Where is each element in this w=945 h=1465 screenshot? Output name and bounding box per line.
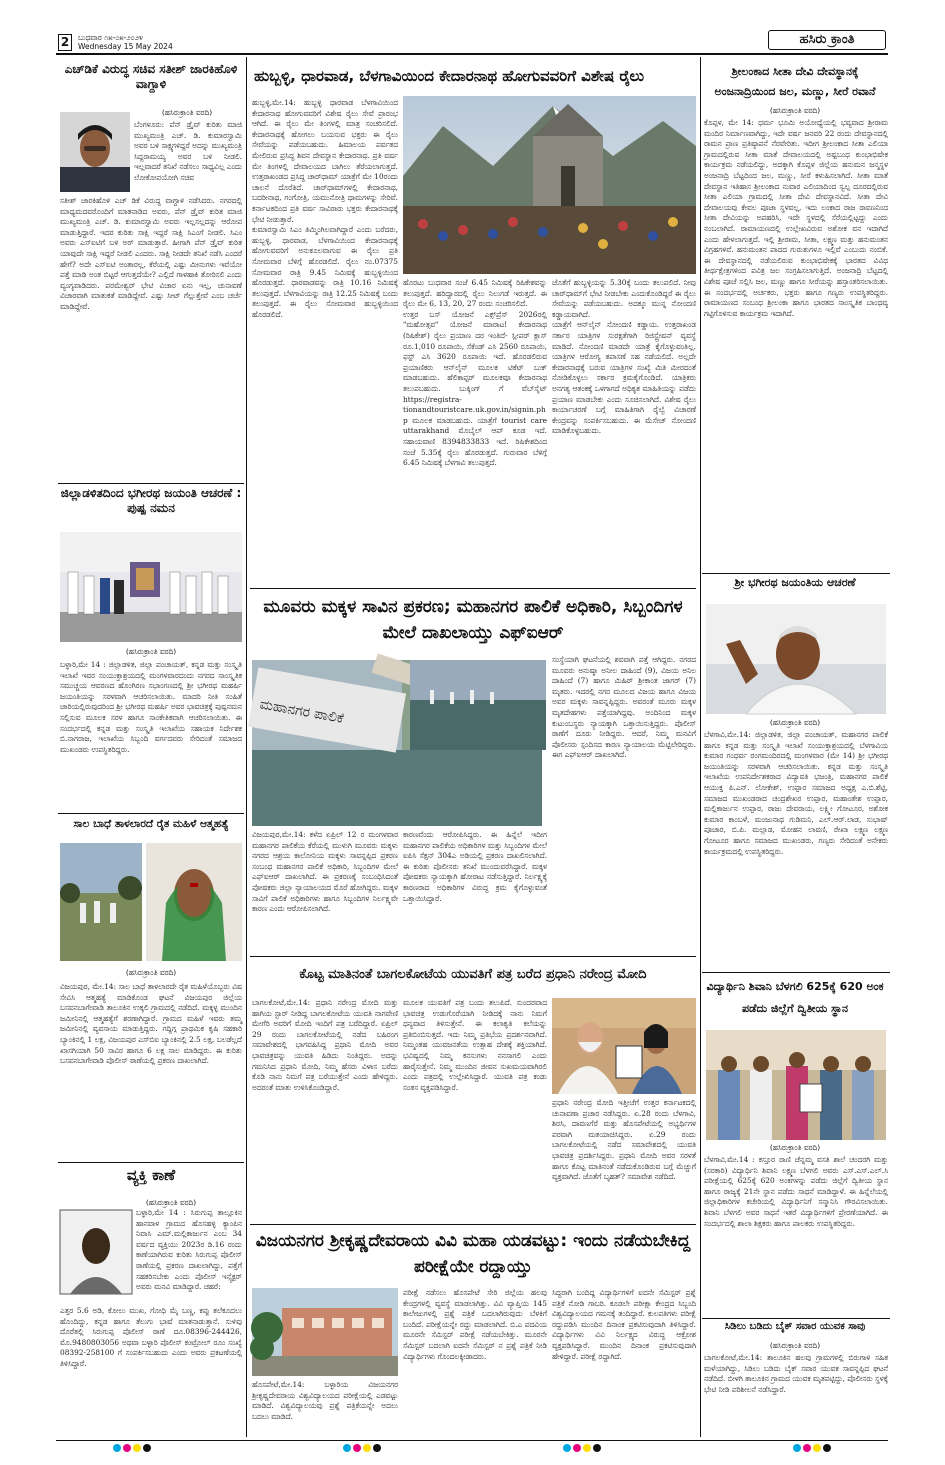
color-mark-dot <box>373 1444 381 1452</box>
woman-portrait-photo <box>146 843 242 961</box>
left-a4-body-2: ಎತ್ತರ 5.6 ಅಡಿ, ಕೋಲು ಮುಖ, ಗೋಧಿ ಮೈ ಬಣ್ಣ, ಕಪ್ಪು ತಲೆಕೂದಲು ಹೊಂದಿದ್ದು, ಕನ್ನಡ ಹಾಗೂ ತೆಲುಗು ಭಾಷೆ ಮಾತನಾಡುತ್ತಾನೆ. ಸುಳಿವು ದೊರೆತಲ್ಲಿ ಸಿರುಗುಪ್ಪ ಪೊಲೀಸ್ ಠಾಣೆ ದೂ.08396-244426, ಮೊ.9480803056 ಅಥವಾ ಬಳ್ಳಾರಿ ಪೊಲೀಸ್ ಕಂಟ್ರೋಲ್ ರೂಂ ಸಂಖ್ಯೆ 08392-258100 ಗೆ ಸಂಪರ್ಕಿಸಬಹುದು ಎಂದು ಅವರು ಪ್ರಕಟಣೆಯಲ್ಲಿ ತಿಳಿಸಿದ್ದಾರೆ. <box>60 1306 245 1368</box>
color-mark-dot <box>573 1444 581 1452</box>
left-divider-1 <box>58 483 244 484</box>
left-a2-headline: ಜಿಲ್ಲಾಡಳಿತದಿಂದ ಭಗೀರಥ ಜಯಂತಿ ಆಚರಣೆ : ಪುಷ್ಪ ನಮನ <box>60 486 242 515</box>
color-mark-dot <box>343 1444 351 1452</box>
color-mark-dot <box>123 1444 131 1452</box>
right-a2-dateline: (ಹಸಿರುಕ್ರಾಂತಿ ವರದಿ) <box>769 718 821 727</box>
color-mark-dot <box>113 1444 121 1452</box>
right-a4-headline: ಸಿಡಿಲು ಬಡಿದು ಬೈಕ್ ಸವಾರ ಯುವಕ ಸಾವು <box>724 1321 866 1332</box>
center-divider-2 <box>250 956 696 957</box>
center-a2-col-2: ಕಾರಣವೆಂದು ಆರೋಪಿಸಿದ್ದರು. ಈ ಹಿನ್ನೆಲೆ ಇದೀಗ ಮಹಾನಗರ ಪಾಲಿಕೆಯ ಅಧಿಕಾರಿಗಳ ಮತ್ತು ಸಿಬ್ಬಂದಿಗಳ ಮೇಲೆ ಐಪಿಸಿ ಸೆಕ್ಷನ್ 304ಎ ಅಡಿಯಲ್ಲಿ ಪ್ರಕರಣ ದಾಖಲಿಸಲಾಗಿದೆ. ಈ ಕುರಿತು ಪೊಲೀಸರು ತನಿಖೆ ಮುಂದುವರೆಸಿದ್ದಾರೆ. ಮಕ್ಕಳ ಪೋಷಕರು ನ್ಯಾಯಕ್ಕಾಗಿ ಹೋರಾಟ ನಡೆಸುತ್ತಿದ್ದಾರೆ. ನಿರ್ಲಕ್ಷ್ಯಕ್ಕೆ ಕಾರಣರಾದ ಅಧಿಕಾರಿಗಳ ವಿರುದ್ಧ ಕ್ರಮ ಕೈಗೊಳ್ಳುವಂತೆ ಒತ್ತಾಯಿಸಿದ್ದಾರೆ. <box>403 830 550 903</box>
center-a2-headline: ಮೂವರು ಮಕ್ಕಳ ಸಾವಿನ ಪ್ರಕರಣ; ಮಹಾನಗರ ಪಾಲಿಕೆ ಅಧಿಕಾರಿ, ಸಿಬ್ಬಂದಿಗಳ ಮೇಲೆ ದಾಖಲಾಯ್ತು ಎಫ್‌ಐಆರ್ <box>263 597 683 643</box>
center-divider-3 <box>250 1224 696 1225</box>
right-a2-headline: ಶ್ರೀ ಭಗೀರಥ ಜಯಂತಿಯ ಆಚರಣೆ <box>734 576 856 589</box>
left-a1-dateline: (ಹಸಿರುಕ್ರಾಂತಿ ವರದಿ) <box>161 108 213 117</box>
left-a4-headline: ವ್ಯಕ್ತಿ ಕಾಣೆ <box>126 1166 176 1184</box>
left-a1-body-2: ಸತೀಶ್ ಜಾರಕಿಹೊಳಿ ಎಚ್ ಡಿಕೆ ವಿರುದ್ಧ ವಾಗ್ದಾಳಿ ನಡೆಸಿದರು. ನಗರದಲ್ಲಿ ಮಾಧ್ಯಮದವರೊಂದಿಗೆ ಮಾತನಾಡಿದ ಅವರು, ಪೆನ್ ಡ್ರೈವ್ ಕುರಿತ ಮಾಜಿ ಮುಖ್ಯಮಂತ್ರಿ ಎಚ್. ಡಿ. ಕುಮಾರಸ್ವಾಮಿ ಅವರು ಇಲ್ಲಸಲ್ಲದನ್ನು ಆರೋಪ ಮಾಡುತ್ತಿದ್ದಾರೆ. ಇದರ ಕುರಿತು ಸಾಕ್ಷಿ ಇದ್ದರೆ ಸಾಕ್ಷಿ ಸಿಎಂಗೆ ನೀಡಲಿ. ಸಿಎಂ ಅವರು ಎಸ್ಐಟಿಗೆ ಬಳಿ ಅರ್ ಮಾಡುತ್ತಾರೆ. ಹೀಗಾಗಿ ಪೆನ್ ಡ್ರೈವ್ ಕುರಿತ ಯಾವುದೇ ಸಾಕ್ಷಿ ಇದ್ದರೆ ನೀಡಲಿ ಎಂದರು. ಸಾಕ್ಷಿ ನೀಡದೇ ತನಿಖೆ ನಡೆಸಿ ಎಂದರೆ ಹೇಗೆ? ಅದೇ ಎಸ್ಐಟಿ ಅಂತಾರಲ್ಲ, ಕೆರೆಯಲ್ಲಿ ಎಷ್ಟು ಮೀನುಗಳು ಇವೆಯೋ ಪತ್ತೆ ಮಾಡಿ ಅಂತ ಬಿಟ್ಟರೆ ಆಗುತ್ತದೆಯೇ? ಎಲ್ಲಿದೆ ಗಾಳಹಾಕಿ ತೋರಿಸಲಿ ಎಂದು ವ್ಯಂಗ್ಯವಾಡಿದರು. ಪರಮೇಶ್ವರ್ ಭೇಟಿ ವಿಚಾರ ಏನು ಇಲ್ಲ, ಚುನಾವಣೆ ವಿಚಾರವಾಗಿ ಮಾತುಕತೆ ಮಾಡಿದ್ದೇವೆ. ಎಷ್ಟು ಸೀಟ್ ಗೆಲ್ಲುತ್ತೇವೆ ಎಂಬ ಚರ್ಚೆ ಮಾಡಿದ್ದೇವೆ. <box>60 196 245 311</box>
left-a2-dateline: (ಹಸಿರುಕ್ರಾಂತಿ ವರದಿ) <box>125 647 177 656</box>
student-felicitation-photo <box>706 1030 886 1140</box>
field-scene-photo <box>60 843 142 961</box>
left-a2-body: ಬಳ್ಳಾರಿ,ಮೇ 14 : ಜಿಲ್ಲಾಡಳಿತ, ಜಿಲ್ಲಾ ಪಂಚಾಯತ್, ಕನ್ನಡ ಮತ್ತು ಸಂಸ್ಕೃತಿ ಇಲಾಖೆ ಇವರ ಸಂಯುಕ್ತಾಶ್ರಯದಲ್ಲಿ ಮಂಗಳವಾರದಂದು ನಗರದ ಸಾಂಸ್ಕೃತಿಕ ಸಮುಚ್ಚಯ ಆವರಣದ ಹೊಂಗಿರಣ ಸಭಾಂಗಣದಲ್ಲಿ ಶ್ರೀ ಭಗೀರಥ ಮಹರ್ಷಿ ಜಯಂತಿಯನ್ನು ಸರಳವಾಗಿ ಆಚರಿಸಲಾಯಿತು. ಮಾದರಿ ನೀತಿ ಸಂಹಿತೆ ಜಾರಿಯಲ್ಲಿರುವುದರಿಂದ ಶ್ರೀ ಭಗೀರಥ ಮಹರ್ಷಿ ಅವರ ಭಾವಚಿತ್ರಕ್ಕೆ ಪುಷ್ಪನಮನ ಸಲ್ಲಿಸುವ ಮೂಲಕ ಸರಳ ಹಾಗೂ ಸಾಂಕೇತಿಕವಾಗಿ ಆಚರಿಸಲಾಯಿತು. ಈ ಸಂದರ್ಭದಲ್ಲಿ ಕನ್ನಡ ಮತ್ತು ಸಂಸ್ಕೃತಿ ಇಲಾಖೆಯ ಸಹಾಯಕ ನಿರ್ದೇಶಕ ಬಿ.ನಾಗರಾಜ, ಇಲಾಖೆಯ ಸಿಬ್ಬಂದಿ ವರ್ಗದವರು ಸೇರಿದಂತೆ ಸಮಾಜದ ಮುಖಂಡರು ಉಪಸ್ಥಿತರಿದ್ದರು. <box>60 660 245 754</box>
center-a1-col-3: ಜೊತೆಗೆ ಹುಬ್ಬಳ್ಳಿಯನ್ನು 5.30ಕ್ಕೆ ಬಂದು ತಲುಪಲಿದೆ. ನೀವು ಚಾರ್‌ಧಾಮ್‌ಗೆ ಭೇಟಿ ನೀಡಬೇಕು ಎಂದುಕೊಂಡಿದ್ದರೆ ಈ ರೈಲು ಸೇವೆಯನ್ನು ಪಡೆಯಬಹುದು. ಅದಕ್ಕೂ ಮುನ್ನ ನೋಂದಣಿ ಕಡ್ಡಾಯವಾಗಿದೆ. ಯಾತ್ರೆಗೆ ಆನ್‌ಲೈನ್ ನೋಂದಣಿ ಕಡ್ಡಾಯ. ಉತ್ತರಾಖಂಡ ಸರ್ಕಾರ ಯಾತ್ರಿಗಳ ಸುರಕ್ಷತೆಗಾಗಿ ರಿಜಿಸ್ಟ್ರೇಷನ್ ವ್ಯವಸ್ಥೆ ಮಾಡಿದೆ. ನೋಂದಣಿ ಮಾಡದೇ ಯಾತ್ರೆ ಕೈಗೊಳ್ಳುವಂತಿಲ್ಲ. ಯಾತ್ರಿಗಳ ಆರೋಗ್ಯ ತಪಾಸಣೆ ಸಹ ನಡೆಯಲಿದೆ. ಅಲ್ಲದೇ ಕೇದಾರನಾಥಕ್ಕೆ ಬರುವ ಯಾತ್ರಿಗಳ ಸಂಖ್ಯೆ ಮಿತಿ ಮೀರದಂತೆ ನೋಡಿಕೊಳ್ಳಲು ಸರ್ಕಾರ ಕ್ರಮಕೈಗೊಂಡಿದೆ. ಯಾತ್ರಿಕರು ಅನಗತ್ಯ ಆತಂಕಕ್ಕೆ ಒಳಗಾಗದೆ ಅಧಿಕೃತ ಮಾಹಿತಿಯನ್ನು ಪಡೆದು ಪ್ರಯಾಣ ಮಾಡಬೇಕು ಎಂದು ಸೂಚಿಸಲಾಗಿದೆ. ವಿಶೇಷ ರೈಲು ಕಾರ್ಯಾಚರಣೆ ಬಗ್ಗೆ ಮಾಹಿತಿಗಾಗಿ ರೈಲ್ವೆ ವಿಚಾರಣೆ ಕೇಂದ್ರವನ್ನು ಸಂಪರ್ಕಿಸಬಹುದು. ಈ ಮೆಸೇಜ್ ನೋಂದಣಿ ಮಾಡಿಕೊಳ್ಳಬಹುದು. <box>552 278 696 436</box>
color-mark-dot <box>133 1444 141 1452</box>
right-a3-headline: ವಿದ್ಯಾರ್ಥಿನಿ ಶಿವಾನಿ ಬೆಳಗಲಿ 625ಕ್ಕೆ 620 ಅಂಕ ಪಡೆದು ಜಿಲ್ಲೆಗೆ ದ್ವಿತೀಯ ಸ್ಥಾನ <box>706 980 884 1015</box>
right-a1-dateline: (ಹಸಿರುಕ್ರಾಂತಿ ವರದಿ) <box>769 106 821 115</box>
center-a4-col-1: ಹೊಸಪೇಟೆ,ಮೇ.14: ಬಳ್ಳಾರಿಯ ವಿಜಯನಗರ ಶ್ರೀಕೃಷ್ಣದೇವರಾಯ ವಿಶ್ವವಿದ್ಯಾಲಯದ ಪರೀಕ್ಷೆಯಲ್ಲಿ ಎಡವಟ್ಟು ಮಾಡಿದೆ. ವಿಶ್ವವಿದ್ಯಾಲಯವು ಪ್ರಶ್ನೆ ಪತ್ರಿಕೆಯನ್ನೇ ಅದಲು ಬದಲು ಮಾಡಿದೆ. <box>252 1380 401 1421</box>
center-a4-headline: ವಿಜಯನಗರ ಶ್ರೀಕೃಷ್ಣದೇವರಾಯ ವಿವಿ ಮಹಾ ಯಡವಟ್ಟು: ಇಂದು ನಡೆಯಬೇಕಿದ್ದ ಪರೀಕ್ಷೆಯೇ ರದ್ದಾಯ್ತು <box>255 1231 691 1277</box>
lake-photo <box>410 660 546 750</box>
column-divider-left <box>246 57 247 1437</box>
center-a1-col-1: ಹುಬ್ಬಳ್ಳಿ,ಮೇ.14: ಹುಬ್ಬಳ್ಳಿ ಧಾರವಾಡ ಬೆಳಗಾವಿಯಿಂದ ಕೇದಾರನಾಥ ಹೋಗುವವರಿಗೆ ವಿಶೇಷ ರೈಲು ಸೇವೆ ಪ್ರಾರಂಭ ಆಗಿದೆ. ಈ ರೈಲು ಮೇ ತಿಂಗಳಲ್ಲಿ ಮಾತ್ರ ಸಂಚರಿಸಲಿದೆ. ಕೇದಾರನಾಥಕ್ಕೆ ಹೋಗಲು ಬಯಸುವ ಭಕ್ತರು ಈ ರೈಲು ಸೇವೆಯನ್ನು ಪಡೆಯಬಹುದು. ಹಿಮಾಲಯ ಪರ್ವತದ ಮೇಲಿರುವ ಪ್ರಸಿದ್ಧ ಶಿವನ ದೇವಸ್ಥಾನ ಕೇದಾರನಾಥ. ಪ್ರತಿ ವರ್ಷ ಮೇ ತಿಂಗಳಲ್ಲಿ ದೇವಾಲಯದ ಬಾಗಿಲು ತೆರೆಯಲಾಗುತ್ತದೆ. ಉತ್ತರಾಖಂಡದ ಪ್ರಸಿದ್ಧ ಚಾರ್‌ಧಾಮ್ ಯಾತ್ರೆಗೆ ಮೇ 10ರಂದು ಚಾಲನೆ ದೊರೆತಿದೆ. ಚಾರ್‌ಧಾಮ್‌ಗಳಲ್ಲಿ ಕೇದಾರನಾಥ, ಬದರೀನಾಥ, ಗಂಗೋತ್ರಿ, ಯಮುನೋತ್ರಿ ಧಾಮಗಳನ್ನು ಸೇರಿವೆ. ಕರ್ನಾಟಕದಿಂದ ಪ್ರತಿ ವರ್ಷ ಸಾವಿರಾರು ಭಕ್ತರು ಕೇದಾರನಾಥಕ್ಕೆ ಭೇಟಿ ನೀಡುತ್ತಾರೆ. ಕುಮಾರಸ್ವಾಮಿ ಸಿಎಂ ತಿಮ್ಮಿಂಗಿಲವಾಗಿದ್ದಾರೆ ಎಂದು ಬರೆದರು, ಹುಬ್ಬಳ್ಳಿ, ಧಾರವಾಡ, ಬೆಳಗಾವಿಯಿಂದ ಕೇದಾರನಾಥಕ್ಕೆ ಹೋಗುವವರಿಗೆ ಅನುಕೂಲವಾಗುವ ಈ ರೈಲು ಪ್ರತಿ ಸೋಮವಾರ ಬೆಳಿಗ್ಗೆ ಹೊರಡಲಿದೆ. ರೈಲು ನಂ.07375 ಸೋಮವಾರ ರಾತ್ರಿ 9.45 ನಿಮಿಷಕ್ಕೆ ಹುಬ್ಬಳ್ಳಿಯಿಂದ ಹೊರಡುತ್ತದೆ. ಧಾರವಾಡವನ್ನು ರಾತ್ರಿ 10.16 ನಿಮಿಷಕ್ಕೆ ತಲುಪುತ್ತದೆ. ಬೆಳಗಾವಿಯನ್ನು ರಾತ್ರಿ 12.25 ನಿಮಿಷಕ್ಕೆ ಬಂದು ತಲುಪುತ್ತದೆ. ಈ ರೈಲು ಸೋಮವಾರ ಹುಬ್ಬಳ್ಳಿಯಿಂದ ಹೊರಡಲಿದೆ. <box>252 98 398 319</box>
color-mark-dot <box>353 1444 361 1452</box>
bhagiratha-jayanti-photo <box>60 532 242 642</box>
page-number-box: 2 <box>58 34 72 51</box>
center-a1-col-2: ಹೊರಟು ಬುಧವಾರ ಸಂಜೆ 6.45 ನಿಮಿಷಕ್ಕೆ ರಿಷಿಕೇಶವನ್ನು ತಲುಪುತ್ತದೆ. ಹರಿದ್ವಾರದಲ್ಲಿ ರೈಲು ನಿಲುಗಡೆ ಇರುತ್ತದೆ. ಈ ರೈಲು ಮೇ 6, 13, 20, 27 ರಂದು ಸಂಚರಿಸಲಿದೆ. ಉತ್ತರ ಬಸ್ ಯೋಜನೆ ಎಕ್ಸ್‌ಪ್ರೆಸ್ 2026ರಲ್ಲಿ "ಮಹೋತ್ಸವ" ಯೋಜನೆ ಮಾರಾಟ! ಕೇದಾರನಾಥ (ರಿಷಿಕೇಶ್) ರೈಲು ಪ್ರಯಾಣ ದರ ಇಂತಿದೆ- ಸ್ಲೀಪರ್ ಕ್ಲಾಸ್ ರೂ.1,010 ರೂಪಾಯಿ, ಸೆಕೆಂಡ್ ಎಸಿ 2560 ರೂಪಾಯಿ, ಫಸ್ಟ್ ಎಸಿ 3620 ರೂಪಾಯಿ ಇದೆ. ಹೊರಡಲಿರುವ ಪ್ರಯಾಣಿಕರು ಆನ್‌ಲೈನ್ ಮೂಲಕ ಟಿಕೆಟ್ ಬುಕ್ ಮಾಡಬಹುದು. ಹೆಲಿಕಾಪ್ಟರ್ ಮೂಲಕವೂ ಕೇದಾರನಾಥ ತಲುಪಬಹುದು. ಬುಕ್ಕಿಂಗ್ ಗೆ ವೆಬ್‌ಸೈಟ್ https://registra-tionandtouristcare.uk.gov.in/signin.php ಮೂಲಕ ಮಾಡಬಹುದು. ಯಾತ್ರೆಗೆ tourist care uttarakhand ಮೊಬೈಲ್ ಆಪ್ ಕೂಡ ಇದೆ. ಸಹಾಯವಾಣಿ 8394833833 ಇದೆ. ರಿಷಿಕೇಶದಿಂದ ಸಂಜೆ 5.35ಕ್ಕೆ ರೈಲು ಹೊರಡುತ್ತದೆ. ಗುರುವಾರ ಬೆಳಿಗ್ಗೆ 6.45 ನಿಮಿಷಕ್ಕೆ ಬೆಳಗಾವಿ ತಲುಪುತ್ತದೆ. <box>403 278 547 468</box>
center-a3-col-3: ಪ್ರಧಾನಿ ನರೇಂದ್ರ ಮೋದಿ ಇತ್ತೀಚೆಗೆ ಉತ್ತರ ಕರ್ನಾಟಕದಲ್ಲಿ ಚುನಾವಣಾ ಪ್ರಚಾರ ನಡೆಸಿದ್ದರು. ಏ.28 ರಂದು ಬೆಳಗಾವಿ, ಶಿರಸಿ, ದಾವಣಗೆರೆ ಮತ್ತು ಹೊಸಪೇಟೆಯಲ್ಲಿ ಅಭ್ಯರ್ಥಿಗಳ ಪರವಾಗಿ ಮತಯಾಚಿಸಿದ್ದರು. ಏ.29 ರಂದು ಬಾಗಲಕೋಟೆಯಲ್ಲಿ ನಡೆದ ಸಮಾವೇಶದಲ್ಲಿ ಯುವತಿ ಭಾವಚಿತ್ರ ಪ್ರದರ್ಶಿಸಿದ್ದರು. ಪ್ರಧಾನಿ ಮೋದಿ ಅವರ ಸರಳತೆ ಹಾಗೂ ಕೊಟ್ಟ ಮಾತಿನಂತೆ ನಡೆದುಕೊಂಡಿರುವ ಬಗ್ಗೆ ಮೆಚ್ಚುಗೆ ವ್ಯಕ್ತವಾಗಿದೆ. ಜೊತೆಗೆ ಬೃಹತ್? ಸಮಾವೇಶ ನಡೆದಿದೆ. <box>552 1098 699 1182</box>
siddaramaiah-photo <box>706 604 886 714</box>
left-a1-headline: ಎಚ್‌ಡಿಕೆ ವಿರುದ್ಧ ಸಚಿವ ಸತೀಶ್ ಜಾರಕಿಹೊಳಿ ವಾಗ್ದಾಳಿ <box>64 62 238 91</box>
date-kannada: ಬುಧವಾರ ೧೫-೦೫-೨೦೨೪ <box>78 33 144 42</box>
right-divider-3 <box>702 1318 890 1319</box>
color-mark-dot <box>803 1444 811 1452</box>
color-mark-dot <box>813 1444 821 1452</box>
center-a3-col-1: ಬಾಗಲಕೋಟೆ,ಮೇ.14: ಪ್ರಧಾನಿ ನರೇಂದ್ರ ಮೋದಿ ಮತ್ತು ಹಾಗಿಯ ಸ್ಟಾರ್ ನೀಡಿದ್ದ ಬಾಗಲಕೋಟೆಯ ಯುವತಿ ನಾಗವೇಣಿ ಮೇಗೆರಿ ಅವರಿಗೆ ಮೋದಿ ಇಂದಿಗೆ ಪತ್ರ ಬರೆದಿದ್ದಾರೆ. ಏಪ್ರಿಲ್ 29 ರಂದು ಬಾಗಲಕೋಟೆಯಲ್ಲಿ ನಡೆದ ಬಹಿರಂಗ ಸಮಾವೇಶದಲ್ಲಿ ಭಾಗವಹಿಸಿದ್ದ ಪ್ರಧಾನಿ ಮೋದಿ ಅವರ ಭಾವಚಿತ್ರವನ್ನು ಯುವತಿ ಹಿಡಿದು ನಿಂತಿದ್ದರು. ಅದನ್ನು ಗಮನಿಸಿದ ಪ್ರಧಾನಿ ಮೋದಿ, ನಿಮ್ಮ ಹೆಸರು ವಿಳಾಸ ಬರೆದು ಕೊಡಿ ನಾನು ನಿಮಗೆ ಪತ್ರ ಬರೆಯುತ್ತೇನೆ ಎಂದು ಹೇಳಿದ್ದರು. ಅದರಂತೆ ಮಾತು ಉಳಿಸಿಕೊಂಡಿದ್ದಾರೆ. <box>252 998 401 1092</box>
color-mark-dot <box>563 1444 571 1452</box>
center-a4-col-2: ಪರೀಕ್ಷೆ ನಡೆಸಲು ಹೊಸಪೇಟೆ ಸೇರಿ ಜಿಲ್ಲೆಯ ಹಲವು ಕೇಂದ್ರಗಳಲ್ಲಿ ವ್ಯವಸ್ಥೆ ಮಾಡಲಾಗಿತ್ತು. ವಿವಿ ವ್ಯಾಪ್ತಿಯ 145 ಕಾಲೇಜುಗಳಲ್ಲಿ ಪ್ರಶ್ನೆ ಪತ್ರಿಕೆ ಬದಲಾಗಿರುವುದು ಬೆಳಕಿಗೆ ಬಂದಿದೆ. ಪರೀಕ್ಷೆಯನ್ನೇ ರದ್ದು ಮಾಡಲಾಗಿದೆ. ಬಿ.ಎ ಪದವಿಯ ಮೂರನೇ ಸೆಮಿಸ್ಟರ್ ಪರೀಕ್ಷೆ ನಡೆಯಬೇಕಿತ್ತು. ಮೂರನೇ ಸೆಮಿಸ್ಟರ್ ಬದಲಾಗಿ ಐದನೇ ಸೆಮಿಸ್ಟರ್ ನ ಪ್ರಶ್ನೆ ಪತ್ರಿಕೆ ನೀಡಿ ವಿದ್ಯಾರ್ಥಿಗಳು ಗೊಂದಲಕ್ಕೀಡಾದರು. <box>403 1288 550 1361</box>
color-mark-dot <box>793 1444 801 1452</box>
center-a4-col-3: ಸಿದ್ಧರಾಗಿ ಬಂದಿದ್ದ ವಿದ್ಯಾರ್ಥಿಗಳಿಗೆ ಐದನೇ ಸೆಮಿಸ್ಟರ್ ಪ್ರಶ್ನೆ ಪತ್ರಿಕೆ ನೋಡಿ ಗಾಬರಿ. ಕೂಡಲೇ ಪರೀಕ್ಷಾ ಕೇಂದ್ರದ ಸಿಬ್ಬಂದಿ ವಿಶ್ವವಿದ್ಯಾಲಯದ ಗಮನಕ್ಕೆ ತಂದಿದ್ದಾರೆ. ಕುಲಪತಿಗಳು ಪರೀಕ್ಷೆ ರದ್ದುಪಡಿಸಿ ಮುಂದಿನ ದಿನಾಂಕ ಪ್ರಕಟಿಸುವುದಾಗಿ ತಿಳಿಸಿದ್ದಾರೆ. ವಿದ್ಯಾರ್ಥಿಗಳು ವಿವಿ ನಿರ್ಲಕ್ಷ್ಯದ ವಿರುದ್ಧ ಆಕ್ರೋಶ ವ್ಯಕ್ತಪಡಿಸಿದ್ದಾರೆ. ಮುಂದಿನ ದಿನಾಂಕ ಪ್ರಕಟಿಸುವುದಾಗಿ ಹೇಳಿದ್ದಾರೆ. ಪರೀಕ್ಷೆ ರದ್ದಾಗಿದೆ. <box>552 1288 699 1361</box>
right-a1-body: ಕೊಪ್ಪಳ, ಮೇ 14: ಧರ್ಮ ಭೂಮಿ ಅಯೋಧ್ಯೆಯಲ್ಲಿ ಭವ್ಯವಾದ ಶ್ರೀರಾಮ ಮಂದಿರ ನಿರ್ಮಾಣವಾಗಿದ್ದು, ಇದೇ ವರ್ಷ ಜನವರಿ 22 ರಂದು ದೇವಸ್ಥಾನದಲ್ಲಿ ರಾಮನ ಪ್ರಾಣ ಪ್ರತಿಷ್ಠಾಪನೆ ನೆರವೇರಿತು. ಇದೀಗ ಶ್ರೀಲಂಕಾದ ಸೀತಾ ಎಲಿಯಾ ಗ್ರಾಮದಲ್ಲಿರುವ ಸೀತಾ ಮಾತೆ ದೇವಾಲಯದಲ್ಲಿ ಅಷ್ಟಬಂಧ ಕುಂಭಾಭಿಷೇಕ ಕಾರ್ಯಕ್ರಮ ನಡೆಯಲಿದ್ದು, ಅದಕ್ಕಾಗಿ ಕೊಪ್ಪಳ ಜಿಲ್ಲೆಯ ಹನುಮನ ಜನ್ಮಸ್ಥಳ ಅಂಜನಾದ್ರಿ ಬೆಟ್ಟದಿಂದ ಜಲ, ಮಣ್ಣು, ಸೀರೆ ಕಳುಹಿಸಲಾಗಿದೆ. ಸೀತಾ ಮಾತೆ ದೇವಸ್ಥಾನ ಇತಿಹಾಸ ಶ್ರೀಲಂಕಾದ ನುವಾರ ಎಲಿಯಾದಿಂದ ಸ್ವಲ್ಪ ದೂರದಲ್ಲಿರುವ ಸೀತಾ ಎಲಿಯಾ ಗ್ರಾಮದಲ್ಲಿ ಸೀತಾ ದೇವಿ ದೇವಸ್ಥಾನವಿದೆ. ಸೀತಾ ದೇವಿ ದೇವಾಲಯವು ಕೇವಲ ಪೂಜಾ ಸ್ಥಳವಲ್ಲ, ಇದು ಲಂಕಾದ ರಾಜ ರಾವಣನಿಂದ ಸೀತಾ ದೇವಿಯನ್ನು ಅಪಹರಿಸಿ, ಇದೇ ಸ್ಥಳದಲ್ಲಿ ಸೆರೆಯಲ್ಲಿಟ್ಟದ್ದು ಎಂದು ನಂಬಲಾಗಿದೆ. ರಾಮಾಯಣದಲ್ಲಿ ಉಲ್ಲೇಖವಿರುವ ಅಶೋಕ ವನ ಇದಾಗಿದೆ ಎಂದು ಹೇಳಲಾಗುತ್ತದೆ. ಇಲ್ಲಿ ಶ್ರೀರಾಮ, ಸೀತಾ, ಲಕ್ಷ್ಮಣ ಮತ್ತು ಹನುಮಂತನ ವಿಗ್ರಹಗಳಿವೆ. ಹನುಮಂತನ ಪಾದದ ಗುರುತುಗಳೂ ಇಲ್ಲಿವೆ ಎಂಬುದು ನಂಬಿಕೆ. ಈ ದೇವಸ್ಥಾನದಲ್ಲಿ ನಡೆಯಲಿರುವ ಕುಂಭಾಭಿಷೇಕಕ್ಕೆ ಭಾರತದ ವಿವಿಧ ತೀರ್ಥಕ್ಷೇತ್ರಗಳಿಂದ ಪವಿತ್ರ ಜಲ ಸಂಗ್ರಹಿಸಲಾಗುತ್ತಿದೆ. ಅಂಜನಾದ್ರಿ ಬೆಟ್ಟದಲ್ಲಿ ವಿಶೇಷ ಪೂಜೆ ಸಲ್ಲಿಸಿ ಜಲ, ಮಣ್ಣು ಹಾಗೂ ಸೀರೆಯನ್ನು ಹಸ್ತಾಂತರಿಸಲಾಯಿತು. ಈ ಸಂದರ್ಭದಲ್ಲಿ ಅರ್ಚಕರು, ಭಕ್ತರು ಹಾಗೂ ಗಣ್ಯರು ಉಪಸ್ಥಿತರಿದ್ದರು. ರಾಮಾಯಣದ ಸಂಬಂಧ ಶ್ರೀಲಂಕಾ ಹಾಗೂ ಭಾರತದ ಸಾಂಸ್ಕೃತಿಕ ಬಾಂಧವ್ಯ ಗಟ್ಟಿಗೊಳಿಸುವ ಕಾರ್ಯಕ್ರಮ ಇದಾಗಿದೆ. <box>704 118 891 318</box>
left-divider-2 <box>58 813 244 814</box>
header-rule <box>56 53 888 55</box>
right-divider-1 <box>702 573 890 574</box>
university-campus-photo <box>252 1288 398 1376</box>
kedarnath-temple-photo <box>403 96 696 274</box>
footer-rule <box>56 1440 888 1441</box>
modi-with-girl-photo <box>552 998 696 1094</box>
left-a4-body-1: ಬಳ್ಳಾರಿ,ಮೇ 14 : ಸಿರುಗುಪ್ಪ ತಾಲ್ಲೂಕಿನ ಹಾನವಾಳ ಗ್ರಾಮದ ಹೊಸಹಳ್ಳಿ ಕ್ಯಾಂಪಿನ ನಿವಾಸಿ ಎಮ್.ಮಲ್ಲಿಕಾರ್ಜುನ ಎಂಬ 34 ವರ್ಷದ ವ್ಯಕ್ತಿಯು 2023ರ ಡಿ.16 ರಂದು ಕಾಣೆಯಾಗಿರುವ ಕುರಿತು ಸಿರುಗುಪ್ಪ ಪೊಲೀಸ್ ಠಾಣೆಯಲ್ಲಿ ಪ್ರಕರಣ ದಾಖಲಾಗಿದ್ದು, ಪತ್ತೆಗೆ ಸಹಕರಿಸಬೇಕು ಎಂದು ಪೊಲೀಸ್ ಇನ್ಸ್ಪೆಕ್ಟರ್ ಅವರು ಮನವಿ ಮಾಡಿದ್ದಾರೆ. ಚಹರೆ: <box>136 1208 245 1292</box>
center-a3-headline: ಕೊಟ್ಟ ಮಾತಿನಂತೆ ಬಾಗಲಕೋಟೆಯ ಯುವತಿಗೆ ಪತ್ರ ಬರೆದ ಪ್ರಧಾನಿ ನರೇಂದ್ರ ಮೋದಿ <box>299 967 647 982</box>
date-english: Wednesday 15 May 2024 <box>78 42 173 51</box>
right-a2-body: ಬೆಳಗಾವಿ,ಮೇ.14: ಜಿಲ್ಲಾಡಳಿತ, ಜಿಲ್ಲಾ ಪಂಚಾಯತ್, ಮಹಾನಗರ ಪಾಲಿಕೆ ಹಾಗೂ ಕನ್ನಡ ಮತ್ತು ಸಂಸ್ಕೃತಿ ಇಲಾಖೆ ಸಂಯುಕ್ತಾಶ್ರಯದಲ್ಲಿ ಬೆಳಗಾವಿಯ ಕುಮಾರ ಗಂಧರ್ವ ರಂಗಮಂದಿರದಲ್ಲಿ ಮಂಗಳವಾರ (ಮೇ 14) ಶ್ರೀ ಭಗೀರಥ ಜಯಂತಿಯನ್ನು ಸರಳವಾಗಿ ಆಚರಿಸಲಾಯಿತು. ಕನ್ನಡ ಮತ್ತು ಸಂಸ್ಕೃತಿ ಇಲಾಖೆಯ ಉಪನಿರ್ದೇಶಕರಾದ ವಿದ್ಯಾವತಿ ಭಜಂತ್ರಿ, ಮಹಾನಗರ ಪಾಲಿಕೆ ಆಯುಕ್ತ ಪಿ.ಎನ್. ಲೋಕೇಶ್, ಉಪ್ಪಾರ ಸಮಾಜದ ಅಧ್ಯಕ್ಷ ಎ.ಬಿ.ಶೆಟ್ಟಿ, ಸಮಾಜದ ಮುಖಂಡರಾದ ಚಂದ್ರಶೇಖರ ಉಪ್ಪಾರ, ಮಹಾಂತೇಶ ಉಪ್ಪಾರ, ಮಲ್ಲಿಕಾರ್ಜುನ ಉಪ್ಪಾರ, ರಾಜು ದೇವರಾಯ, ಲಕ್ಷ್ಮೀ ಗೋಟೂರ, ಅಶೋಕ ಕುಮಾರ ಕಾಂಬಳೆ, ಮಂಜುನಾಥ ಗುಡಿಮನಿ, ಎಲ್.ಆರ್.ಲಾಡ, ಸುಭಾಷ್ ಪೂಜಾರ, ಬಿ.ಪಿ. ಮಲ್ಲಾಡ, ಮೋಹನ ಲಾವಣಿ, ರೇಖಾ ಲಕ್ಷ್ಮಣ ಲಕ್ಷ್ಮಣ ಗೋಟೂರ ಹಾಗೂ ಸಮಾಜದ ಮುಖಂಡರು, ಗಣ್ಯರು ಸೇರಿದಂತೆ ಅನೇಕರು ಕಾರ್ಯಕ್ರಮದಲ್ಲಿ ಉಪಸ್ಥಿತರಿದ್ದರು. <box>704 730 891 856</box>
color-mark-dot <box>583 1444 591 1452</box>
right-a4-dateline: (ಹಸಿರುಕ್ರಾಂತಿ ವರದಿ) <box>769 1341 821 1350</box>
left-a4-dateline: (ಹಸಿರುಕ್ರಾಂತಿ ವರದಿ) <box>145 1198 197 1207</box>
left-a1-body-1: ಬೆಂಗಳೂರು: ಪೆನ್ ಡ್ರೈವ್ ಕುರಿತು ಮಾಜಿ ಮುಖ್ಯಮಂತ್ರಿ ಎಚ್. ಡಿ. ಕುಮಾರಸ್ವಾಮಿ ಅವರ ಬಳಿ ಸಾಕ್ಷ್ಯಗಳಿದ್ದರೆ ಅದನ್ನು ಮುಖ್ಯಮಂತ್ರಿ ಸಿದ್ದರಾಮಯ್ಯ ಅವರ ಬಳಿ ನೀಡಲಿ. ಇಲ್ಲವಾದರೆ ತನಿಖೆ ನಡೆಸಲು ಸಾಧ್ಯವಿಲ್ಲ ಎಂದು ಲೋಕೋಪಯೋಗಿ ಸಚಿವ <box>134 120 245 182</box>
masthead: ಹಸಿರು ಕ್ರಾಂತಿ <box>768 30 886 50</box>
center-a2-col-3: ಸಂಸ್ಥೆಯಾಗಿ ಘಟನೆಯಲ್ಲಿ ಶವವಾಗಿ ಪತ್ತೆ ಆಗಿದ್ದರು. ನಗರದ ಮೂವರು ಅನುಷ್ಕಾ ಅನೀಲ ದಾಹಿಂದೆ (9), ವಿಜಯ ಅನಿಲ ದಾಹಿಂದೆ (7) ಹಾಗೂ ಮಿಹಿರ್ ಶ್ರೀಕಾಂತ ಜಾಗರ್ (7) ಮೃತರು. ಇದರಲ್ಲಿ ನಗರ ಮೂಲದ ವಿಜಯ ಹಾಗೂ ವಿಜಯ ಅವರ ಮಕ್ಕಳು ಸಾವನ್ನಪ್ಪಿದ್ದರು. ಅವರಂತೆ ಮೂರು ಮಕ್ಕಳ ಮೃತದೇಹಗಳು ಪತ್ತೆಯಾಗಿದ್ದವು. ಅಂದಿನಿಂದ ಮಕ್ಕಳ ಕುಟುಂಬಸ್ಥರು ನ್ಯಾಯಕ್ಕಾಗಿ ಒತ್ತಾಯಿಸುತ್ತಿದ್ದರು. ಪೊಲೀಸ್ ಠಾಣೆಗೆ ದೂರು ನೀಡಿದ್ದರು. ಆದರೆ, ನಿಮ್ಮ ಮನವಿಗೆ ಪೊಲೀಸರು ಸ್ಪಂದಿಸದ ಕಾರಣ ನ್ಯಾಯಾಲಯ ಮೆಟ್ಟಿಲೇರಿದ್ದರು. ಈಗ ಎಫ್‌ಐಆರ್ ದಾಖಲಾಗಿದೆ. <box>552 655 699 760</box>
right-a3-body: ಬೆಳಗಾವಿ,ಮೇ.14 : ಕಸ್ತೂರ ರಾಣಿ ಚೆನ್ನಮ್ಮ ವಸತಿ ಶಾಲೆ ಚಂದರಗಿ ಮತ್ತು (ಸರಕಾರಿ) ವಿದ್ಯಾರ್ಥಿನಿ ಶಿವಾನಿ ಲಕ್ಷ್ಮಣ ಬೆಳಗಲಿ ಅವರು ಎಸ್.ಎಸ್.ಎಲ್.ಸಿ ಪರೀಕ್ಷೆಯಲ್ಲಿ 625ಕ್ಕೆ 620 ಅಂಕಗಳನ್ನು ಪಡೆದು ಜಿಲ್ಲೆಗೆ ದ್ವಿತೀಯ ಸ್ಥಾನ ಹಾಗೂ ರಾಜ್ಯಕ್ಕೆ 21ನೇ ಸ್ಥಾನ ಪಡೆದು ಸಾಧನೆ ಮಾಡಿದ್ದಾಳೆ. ಈ ಹಿನ್ನೆಲೆಯಲ್ಲಿ ಜಿಲ್ಲಾಧಿಕಾರಿಗಳ ಕಚೇರಿಯಲ್ಲಿ ವಿದ್ಯಾರ್ಥಿನಿಗೆ ಸನ್ಮಾನಿಸಿ ಗೌರವಿಸಲಾಯಿತು. ಶಿವಾನಿ ಬೆಳಗಲಿ ಅವರ ಸಾಧನೆ ಇತರೆ ವಿದ್ಯಾರ್ಥಿಗಳಿಗೆ ಪ್ರೇರಣೆಯಾಗಿದೆ. ಈ ಸಂದರ್ಭದಲ್ಲಿ ಶಾಲಾ ಶಿಕ್ಷಕರು ಹಾಗೂ ಪಾಲಕರು ಉಪಸ್ಥಿತರಿದ್ದರು. <box>704 1155 891 1228</box>
left-a3-body: ವಿಜಯಪುರ, ಮೇ.14: ಸಾಲ ಬಾಧೆ ತಾಳಲಾರದೇ ರೈತ ಮಹಿಳೆಯೊಬ್ಬರು ವಿಷ ಸೇವಿಸಿ ಆತ್ಮಹತ್ಯೆ ಮಾಡಿಕೊಂಡ ಘಟನೆ ವಿಜಯಪುರ ಜಿಲ್ಲೆಯ ಬಸವನಬಾಗೇವಾಡಿ ತಾಲೂಕಿನ ಉಕ್ಕಲಿ ಗ್ರಾಮದಲ್ಲಿ ನಡೆದಿದೆ. ಮಕ್ಕಳ್ಳ ಮುಂದಿನ ಜಮೀನಿನಲ್ಲಿ ಆತ್ಮಹತ್ಯೆಗೆ ಶರಣಾಗಿದ್ದಾರೆ. ಗ್ರಾಮದ ಮಹಿಳೆ ಇವರು ತಮ್ಮ ಜಮೀನಿನಲ್ಲಿ ವ್ಯವಸಾಯ ಮಾಡುತ್ತಿದ್ದರು. ಗದ್ದಿಗ್ಗ ಪ್ರಾಥಮಿಕ ಕೃಷಿ ಸಹಕಾರಿ ಬ್ಯಾಂಕಿನಲ್ಲಿ 1 ಲಕ್ಷ, ವಿಜಯಪುರ ಎಸ್‌ಬಿಐ ಬ್ಯಾಂಕಿನಲ್ಲಿ 2.5 ಲಕ್ಷ, ಬಲಡೆಲ್ಲದೆ ಖಾಸಗಿಯಾಗಿ 50 ಸಾವಿರ ಹಾಗೂ 6 ಲಕ್ಷ ಸಾಲ ಮಾಡಿದ್ದರು. ಈ ಕುರಿತು ಬಸವನಬಾಗೇವಾಡಿ ಪೊಲೀಸ್ ಠಾಣೆಯಲ್ಲಿ ಪ್ರಕರಣ ದಾಖಲಾಗಿದೆ. <box>60 982 245 1066</box>
center-a1-headline: ಹುಬ್ಬಳ್ಳಿ, ಧಾರವಾಡ, ಬೆಳಗಾವಿಯಿಂದ ಕೇದಾರನಾಥ ಹೋಗುವವರಿಗೆ ವಿಶೇಷ ರೈಲು <box>254 67 644 85</box>
left-a3-headline: ಸಾಲ ಬಾಧೆ ತಾಳಲಾರದೆ ರೈತ ಮಹಿಳೆ ಆತ್ಮಹತ್ಯೆ <box>73 818 229 830</box>
svg-text:ಮಹಾನಗರ ಪಾಲಿಕೆ: ಮಹಾನಗರ ಪಾಲಿಕೆ <box>258 696 345 727</box>
right-a1-headline: ಶ್ರೀಲಂಕಾದ ಸೀತಾ ದೇವಿ ದೇವಸ್ಥಾನಕ್ಕೆ ಅಂಜನಾದ್ರಿಯಿಂದ ಜಲ, ಮಣ್ಣು, ಸೀರೆ ರವಾನೆ <box>714 65 876 98</box>
color-mark-dot <box>593 1444 601 1452</box>
right-a3-dateline: (ಹಸಿರುಕ್ರಾಂತಿ ವರದಿ) <box>769 1143 821 1152</box>
column-divider-right <box>700 57 701 1437</box>
center-divider-1 <box>250 588 696 589</box>
color-mark-dot <box>143 1444 151 1452</box>
left-a3-dateline: (ಹಸಿರುಕ್ರಾಂತಿ ವರದಿ) <box>125 968 177 977</box>
satish-jarkiholi-photo <box>60 112 130 192</box>
center-a2-col-1: ವಿಜಯಪುರ,ಮೇ.14: ಕಳೆದ ಏಪ್ರಿಲ್ 12 ರ ಮಂಗಳವಾರ ಮಹಾನಗರ ಪಾಲಿಕೆಯ ಕೆರೆಯಲ್ಲಿ ಮುಳುಗಿ ಮೂವರು ಮಕ್ಕಳು ನಗರದ ಆಶ್ರಯ ಕಾಲೋನಿಯ ಮಕ್ಕಳು ಸಾವನ್ನಪ್ಪಿದ ಪ್ರಕರಣ ಸಂಬಂಧ ಮಹಾನಗರ ಪಾಲಿಕೆ ಅಧಿಕಾರಿ, ಸಿಬ್ಬಂದಿಗಳ ಮೇಲೆ ಎಫ್‌ಐಆರ್ ದಾಖಲಾಗಿದೆ. ಈ ಪ್ರಕರಣಕ್ಕೆ ಸಂಬಂಧಿಸಿದಂತೆ ಪೋಷಕರು ಜಿಲ್ಲಾ ನ್ಯಾಯಾಲಯದ ಮೊರೆ ಹೋಗಿದ್ದರು. ಮಕ್ಕಳ ಸಾವಿಗೆ ಪಾಲಿಕೆ ಅಧಿಕಾರಿಗಳು ಹಾಗೂ ಸಿಬ್ಬಂದಿಗಳ ನಿರ್ಲಕ್ಷ್ಯವೇ ಕಾರಣ ಎಂದು ಆರೋಪಿಸಲಾಗಿದೆ. <box>252 830 401 914</box>
missing-person-photo <box>60 1210 132 1294</box>
center-a3-col-2: ಮೂಲಕ ಯುವತಿಗೆ ಪತ್ರ ಬಂದು ತಲುಪಿದೆ. ಸುಂದರವಾದ ಭಾವಚಿತ್ರ ಉಡುಗೊರೆಯಾಗಿ ನೀಡಿದಕ್ಕೆ ನಾನು ನಿಮಗೆ ಧನ್ಯವಾದ ತಿಳಿಸುತ್ತೇನೆ. ಈ ಕಲಾಕೃತಿ ಕಲೆಯನ್ನು ಪ್ರತಿಬಿಂಬಿಸುತ್ತದೆ. ಇದು ನಿಮ್ಮ ಪ್ರತಿಭೆಯ ಪ್ರದರ್ಶನವಾಗಿದೆ. ನಿಮ್ಮಂತಹ ಯುವಜನತೆಯ ಉತ್ಸಾಹ ದೇಶಕ್ಕೆ ಶಕ್ತಿಯಾಗಿದೆ. ಭವಿಷ್ಯದಲ್ಲಿ ನಿಮ್ಮ ಕನಸುಗಳು ನನಸಾಗಲಿ ಎಂದು ಹಾರೈಸುತ್ತೇನೆ. ನಿಮ್ಮ ಮುಂದಿನ ಜೀವನ ಸುಖಮಯವಾಗಿರಲಿ ಎಂದು ಪತ್ರದಲ್ಲಿ ಉಲ್ಲೇಖಿಸಿದ್ದಾರೆ. ಯುವತಿ ಪತ್ರ ಕಂಡು ಸಂತಸ ವ್ಯಕ್ತಪಡಿಸಿದ್ದಾರೆ. <box>403 998 550 1092</box>
right-divider-2 <box>702 972 890 973</box>
color-mark-dot <box>363 1444 371 1452</box>
right-a4-body: ಬಾಗಲಕೋಟೆ,ಮೇ.14: ತಾಲೂಕಿನ ಹಲವು ಗ್ರಾಮಗಳಲ್ಲಿ ಬಿರುಗಾಳಿ ಸಹಿತ ಮಳೆಯಾಗಿದ್ದು, ಸಿಡಿಲು ಬಡಿದು ಬೈಕ್ ಸವಾರ ಯುವಕ ಸಾವನ್ನಪ್ಪಿದ ಘಟನೆ ನಡೆದಿದೆ. ಬೀಳಗಿ ತಾಲೂಕಿನ ಗ್ರಾಮದ ಯುವಕ ಮೃತಪಟ್ಟಿದ್ದು, ಪೊಲೀಸರು ಸ್ಥಳಕ್ಕೆ ಭೇಟಿ ನೀಡಿ ಪರಿಶೀಲನೆ ನಡೆಸಿದ್ದಾರೆ. <box>704 1353 891 1394</box>
color-mark-dot <box>823 1444 831 1452</box>
left-divider-3 <box>58 1162 244 1163</box>
